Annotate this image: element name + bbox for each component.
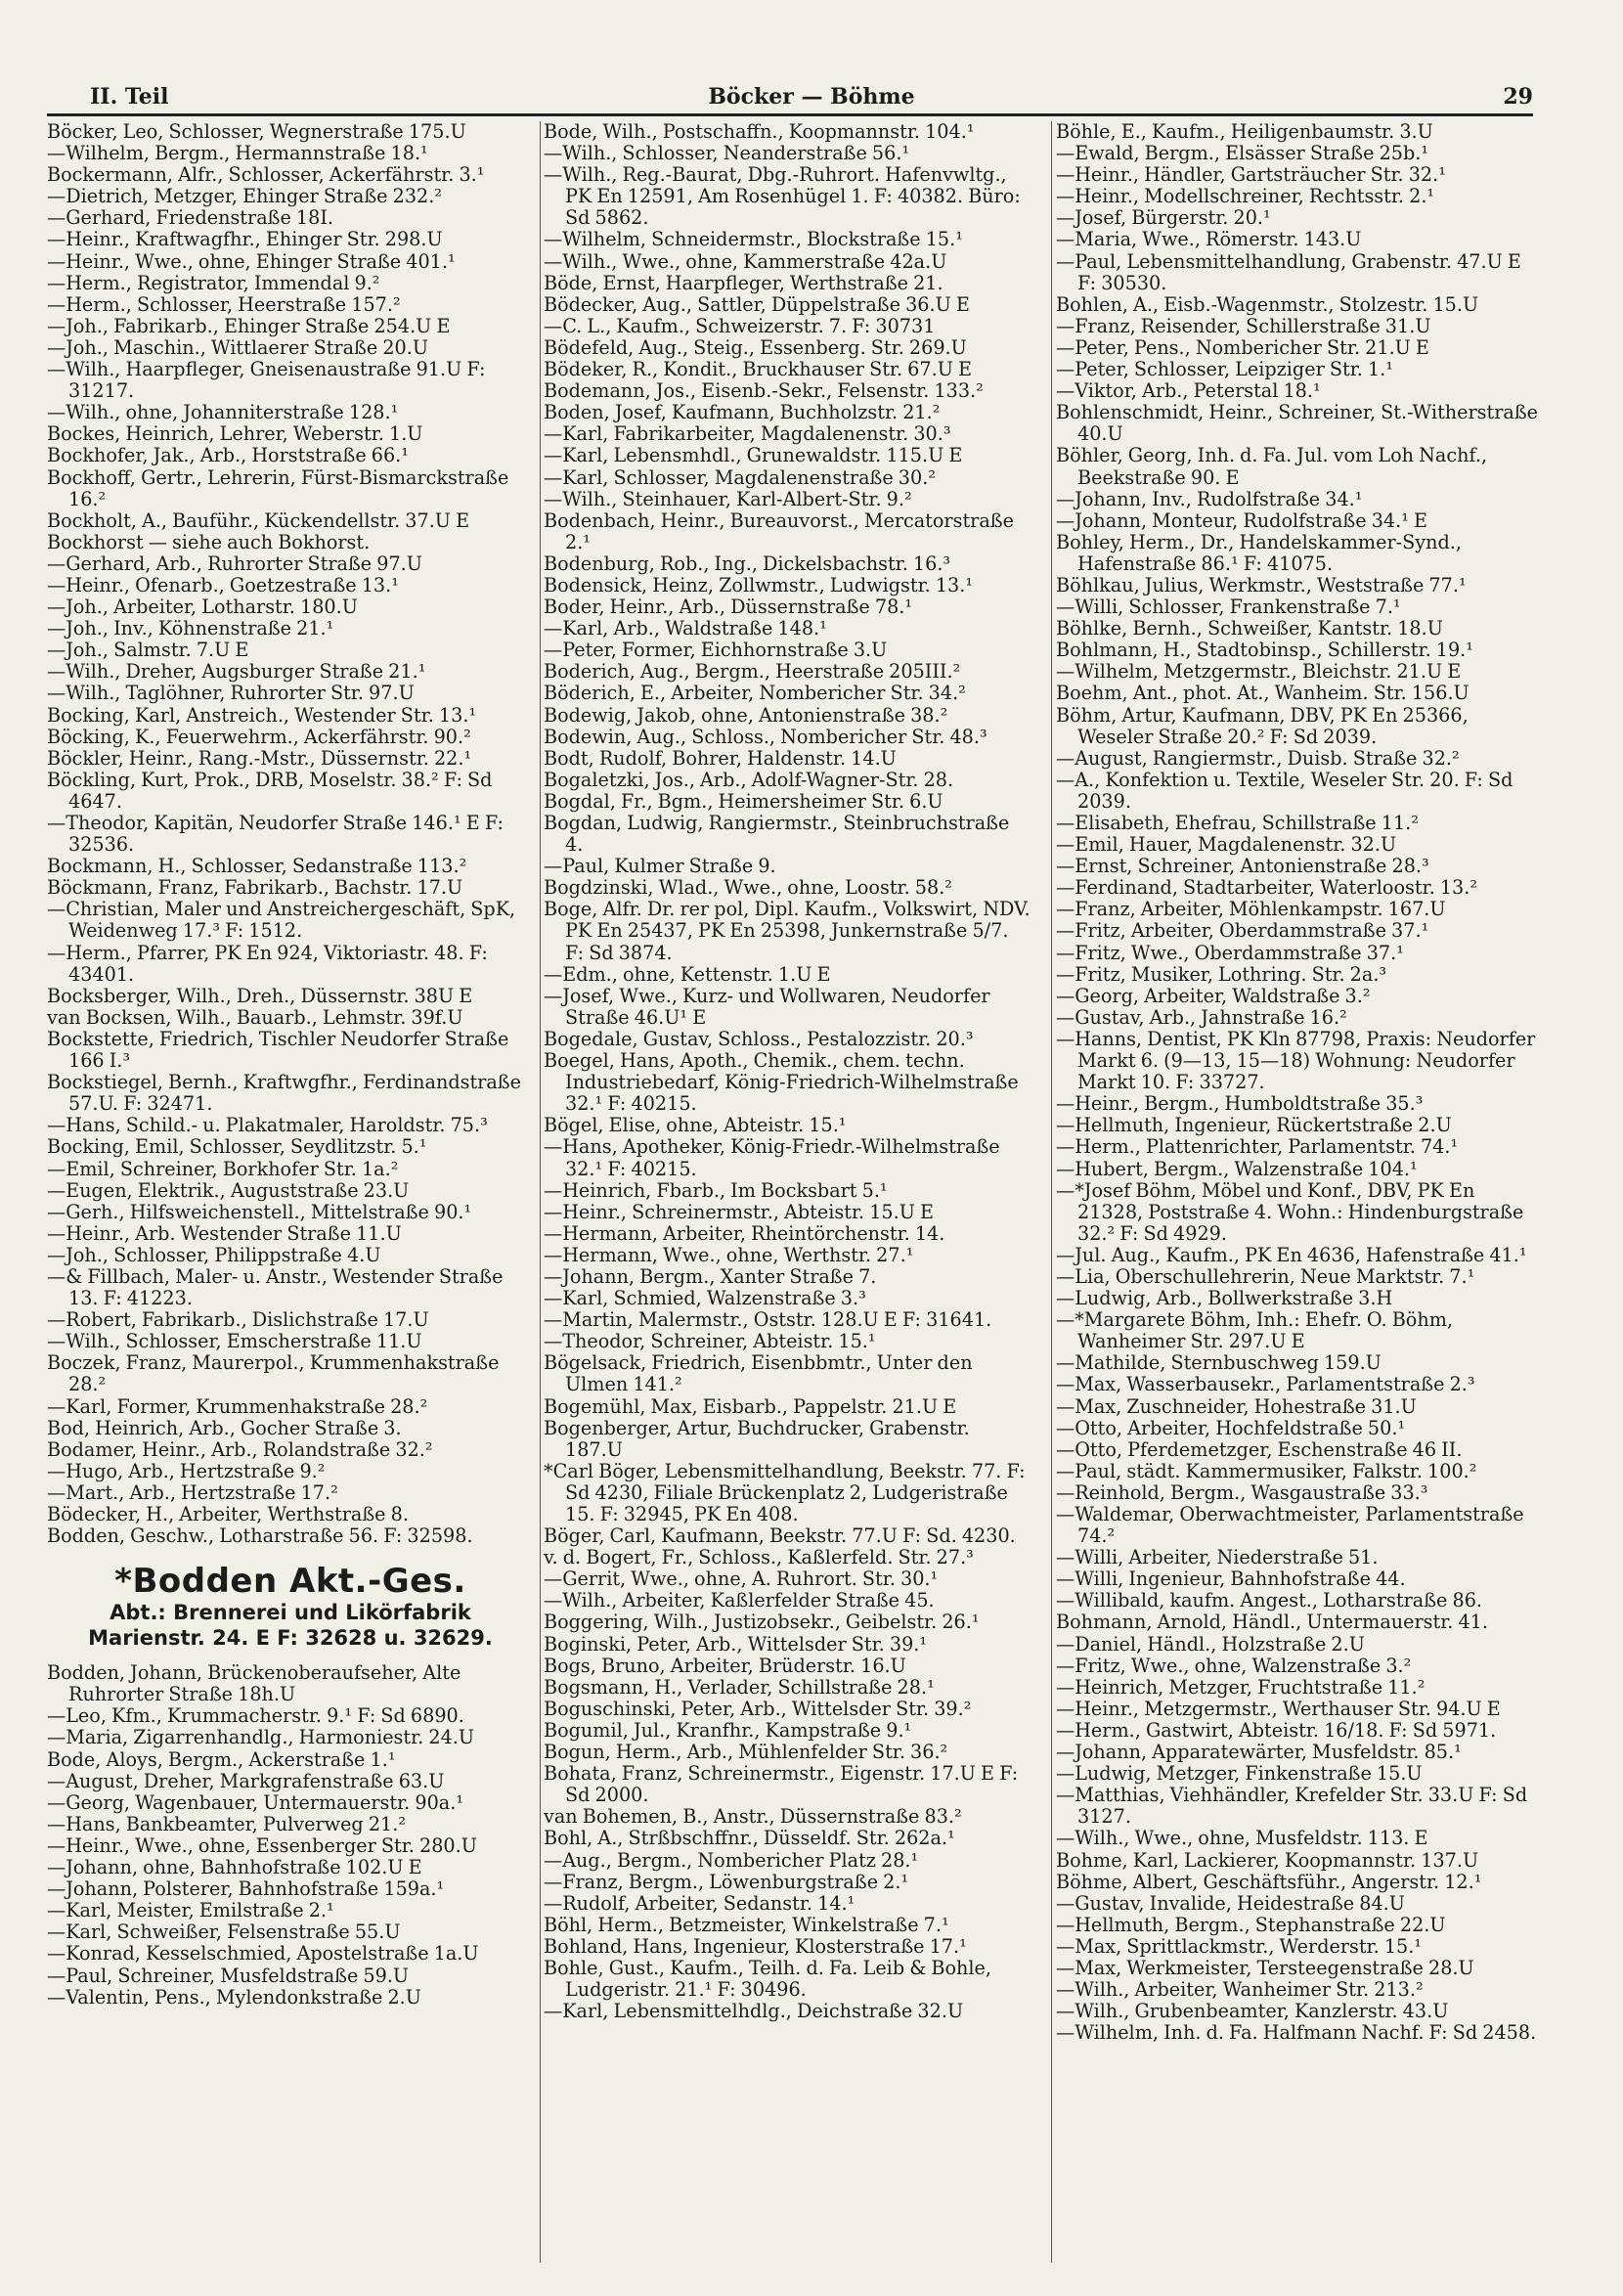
directory-entry: Bögelsack, Friedrich, Eisenbbmtr., Unter den Ulmen 141.²: [544, 1351, 973, 1396]
directory-entry: —Maria, Wwe., Römerstr. 143.U: [1056, 228, 1362, 251]
directory-entry: Boggering, Wilh., Justizobsekr., Geibelstr. 26.¹: [544, 1611, 980, 1634]
directory-entry: —Josef, Wwe., Kurz- und Wollwaren, Neudorfer Straße 46.U¹ E: [544, 984, 990, 1029]
directory-entry: Bockstiegel, Bernh., Kraftwgfhr., Ferdinandstraße 57.U. F: 32471.: [47, 1071, 521, 1116]
directory-entry: —Heinr., Arb. Westender Straße 11.U: [47, 1221, 402, 1245]
directory-entry: Bödefeld, Aug., Steig., Essenberg. Str. 269.U: [544, 335, 967, 359]
directory-entry: Bodewig, Jakob, ohne, Antonienstraße 38.²: [544, 703, 948, 727]
directory-entry: Bohmann, Arnold, Händl., Untermauerstr. 41.: [1056, 1611, 1488, 1634]
directory-entry: —Waldemar, Oberwachtmeister, Parlamentstraße 74.²: [1056, 1503, 1524, 1548]
directory-entry: —Wilh., Taglöhner, Ruhrorter Str. 97.U: [47, 682, 415, 705]
directory-entry: —Hermann, Arbeiter, Rheintörchenstr. 14.: [544, 1221, 945, 1245]
directory-entry: —Hermann, Wwe., ohne, Werthstr. 27.¹: [544, 1243, 914, 1266]
directory-entry: —Hans, Bankbeamter, Pulverweg 21.²: [47, 1812, 407, 1835]
directory-entry: —Peter, Pens., Nombericher Str. 21.U E: [1056, 335, 1429, 359]
directory-entry: —Ludwig, Metzger, Finkenstraße 15.U: [1056, 1762, 1423, 1786]
directory-entry: —Max, Werkmeister, Tersteegenstraße 28.U: [1056, 1956, 1474, 1979]
page-title: Böcker — Böhme: [708, 84, 915, 110]
directory-entry: —Theodor, Kapitän, Neudorfer Straße 146.¹ E F: 32536.: [47, 812, 504, 857]
directory-entry: —Maria, Zigarrenhandlg., Harmoniestr. 24.U: [47, 1726, 475, 1749]
directory-entry: —Heinr., Metzgermstr., Werthauser Str. 94.U E: [1056, 1697, 1501, 1720]
directory-entry: —Otto, Arbeiter, Hochfeldstraße 50.¹: [1056, 1416, 1406, 1439]
directory-entry: —Gustav, Invalide, Heidestraße 84.U: [1056, 1891, 1405, 1915]
directory-entry: Bohlen, A., Eisb.-Wagenmstr., Stolzestr. 15.U: [1056, 292, 1479, 316]
directory-entry: —Wilh., Arbeiter, Kaßlerfelder Straße 45.: [544, 1589, 935, 1612]
page-header: [90, 84, 1533, 117]
directory-entry: Boehm, Ant., phot. At., Wanheim. Str. 156.U: [1056, 682, 1469, 705]
directory-entry: —Willi, Schlosser, Frankenstraße 7.¹: [1056, 596, 1401, 619]
directory-entry: —Herm., Gastwirt, Abteistr. 16/18. F: Sd 5971.: [1056, 1718, 1497, 1742]
directory-entry: Bocking, Emil, Schlosser, Seydlitzstr. 5.¹: [47, 1135, 427, 1159]
directory-entry: —Heinr., Kraftwagfhr., Ehinger Str. 298.U: [47, 228, 443, 251]
directory-entry: —Wilh., Steinhauer, Karl-Albert-Str. 9.²: [544, 487, 912, 510]
directory-entry: —Wilh., Haarpfleger, Gneisenaustraße 91.U F: 31217.: [47, 358, 486, 403]
directory-entry: —Max, Zuschneider, Hohestraße 31.U: [1056, 1394, 1417, 1418]
directory-entry: —Wilh., Schlosser, Emscherstraße 11.U: [47, 1330, 422, 1353]
directory-entry: Bockes, Heinrich, Lehrer, Weberstr. 1.U: [47, 422, 423, 446]
entries-1a: [47, 121, 534, 1547]
directory-entry: Bockhorst — siehe auch Bokhorst.: [47, 530, 371, 553]
directory-entry: —Paul, städt. Kammermusiker, Falkstr. 100.²: [1056, 1459, 1477, 1482]
directory-entry: Bode, Aloys, Bergm., Ackerstraße 1.¹: [47, 1747, 396, 1771]
directory-entry: —Hellmuth, Ingenieur, Rückertstraße 2.U: [1056, 1114, 1452, 1137]
directory-entry: —Robert, Fabrikarb., Dislichstraße 17.U: [47, 1308, 429, 1332]
directory-entry: —Heinr., Händler, Gartsträucher Str. 32.¹: [1056, 163, 1446, 187]
directory-entry: Bohlenschmidt, Heinr., Schreiner, St.-Witherstraße 40.U: [1056, 401, 1539, 446]
directory-entry: Bödecker, Aug., Sattler, Düppelstraße 36.U E: [544, 292, 970, 316]
directory-entry: —Valentin, Pens., Mylendonkstraße 2.U: [47, 1985, 421, 2009]
directory-entry: —Edm., ohne, Kettenstr. 1.U E: [544, 962, 831, 986]
directory-entry: —Willi, Arbeiter, Niederstraße 51.: [1056, 1546, 1379, 1569]
directory-entry: —Otto, Pferdemetzger, Eschenstraße 46 II.: [1056, 1437, 1463, 1461]
directory-entry: —Franz, Reisender, Schillerstraße 31.U: [1056, 314, 1431, 337]
column-2: [544, 121, 1031, 2022]
directory-entry: —Mathilde, Sternbuschweg 159.U: [1056, 1351, 1382, 1375]
directory-entry: Böhlke, Bernh., Schweißer, Kantstr. 18.U: [1056, 617, 1443, 640]
directory-entry: Bogdzinski, Wlad., Wwe., ohne, Loostr. 58.²: [544, 876, 952, 900]
directory-entry: —Johann, Bergm., Xanter Straße 7.: [544, 1264, 877, 1288]
directory-entry: —Wilhelm, Metzgermstr., Bleichstr. 21.U E: [1056, 660, 1462, 684]
directory-entry: —Martin, Malermstr., Oststr. 128.U E F: 31641.: [544, 1308, 992, 1332]
directory-entry: —Karl, Arb., Waldstraße 148.¹: [544, 617, 827, 640]
directory-entry: v. d. Bogert, Fr., Schloss., Kaßlerfeld. Str. 27.³: [544, 1546, 974, 1569]
column-divider: [540, 121, 541, 2263]
directory-entry: —Rudolf, Arbeiter, Sedanstr. 14.¹: [544, 1891, 855, 1915]
directory-entry: —Karl, Schlosser, Magdalenenstraße 30.²: [544, 465, 937, 489]
directory-entry: Böhlkau, Julius, Werkmstr., Weststraße 77.¹: [1056, 573, 1467, 596]
directory-entry: —Christian, Maler und Anstreichergeschäft, SpK, Weidenweg 17.³ F: 1512.: [47, 898, 516, 943]
directory-entry: —Wilhelm, Bergm., Hermannstraße 18.¹: [47, 142, 428, 165]
directory-entry: Bode, Wilh., Postschaffn., Koopmannstr. 104.¹: [544, 120, 975, 143]
directory-entry: —Joh., Maschin., Wittlaerer Straße 20.U: [47, 335, 429, 359]
directory-entry: —Herm., Plattenrichter, Parlamentstr. 74.¹: [1056, 1135, 1459, 1159]
directory-entry: Bohme, Karl, Lackierer, Koopmannstr. 137.U: [1056, 1848, 1479, 1872]
directory-entry: Böcking, K., Feuerwehrm., Ackerfährstr. 90.²: [47, 725, 471, 748]
directory-entry: —Heinr., Ofenarb., Goetzestraße 13.¹: [47, 573, 399, 596]
directory-entry: —Franz, Bergm., Löwenburgstraße 2.¹: [544, 1870, 909, 1893]
directory-entry: Bodden, Geschw., Lotharstraße 56. F: 32598.: [47, 1524, 473, 1548]
directory-entry: —Reinhold, Bergm., Wasgaustraße 33.³: [1056, 1480, 1428, 1504]
directory-entry: —Wilh., Arbeiter, Wanheimer Str. 213.²: [1056, 1978, 1424, 2002]
directory-entry: Bohland, Hans, Ingenieur, Klosterstraße 17.¹: [544, 1934, 967, 1958]
directory-entry: —Eugen, Elektrik., Auguststraße 23.U: [47, 1178, 410, 1202]
directory-entry: Bodewin, Aug., Schloss., Nombericher Str. 48.³: [544, 725, 987, 748]
directory-entry: —Jul. Aug., Kaufm., PK En 4636, Hafenstraße 41.¹: [1056, 1243, 1527, 1266]
directory-entry: Bödeker, R., Kondit., Bruckhauser Str. 67.U E: [544, 358, 972, 381]
directory-entry: —Emil, Schreiner, Borkhofer Str. 1a.²: [47, 1157, 399, 1180]
directory-entry: Bocksberger, Wilh., Dreh., Düssernstr. 38U E: [47, 984, 473, 1007]
directory-entry: —Peter, Former, Eichhornstraße 3.U: [544, 639, 888, 662]
directory-entry: Bockermann, Alfr., Schlosser, Ackerfährstr. 3.¹: [47, 163, 485, 187]
directory-entry: —C. L., Kaufm., Schweizerstr. 7. F: 30731: [544, 314, 936, 337]
directory-entry: Bogumil, Jul., Kranfhr., Kampstraße 9.¹: [544, 1718, 912, 1742]
directory-entry: Bockhoff, Gertr., Lehrerin, Fürst-Bismarckstraße 16.²: [47, 465, 509, 510]
directory-entry: Bohle, Gust., Kaufm., Teilh. d. Fa. Leib & Bohle, Ludgeristr. 21.¹ F: 30496.: [544, 1956, 991, 2002]
directory-entry: Bogs, Bruno, Arbeiter, Brüderstr. 16.U: [544, 1654, 906, 1677]
directory-entry: —Georg, Wagenbauer, Untermauerstr. 90a.¹: [47, 1790, 464, 1814]
directory-entry: —Heinrich, Fbarb., Im Bocksbart 5.¹: [544, 1178, 888, 1202]
page-number: 29: [1503, 84, 1533, 110]
directory-entry: Bohley, Herm., Dr., Handelskammer-Synd., Hafenstraße 86.¹ F: 41075.: [1056, 530, 1462, 575]
directory-entry: —Karl, Meister, Emilstraße 2.¹: [47, 1899, 334, 1922]
directory-entry: —Wilhelm, Schneidermstr., Blockstraße 15.¹: [544, 228, 963, 251]
directory-entry: —Gerhard, Arb., Ruhrorter Straße 97.U: [47, 552, 422, 575]
directory-entry: —Johann, Inv., Rudolfstraße 34.¹: [1056, 487, 1363, 510]
directory-entry: —Karl, Schweißer, Felsenstraße 55.U: [47, 1921, 401, 1944]
directory-entry: —Gustav, Arb., Jahnstraße 16.²: [1056, 1005, 1347, 1029]
directory-entry: Boderich, Aug., Bergm., Heerstraße 205III.²: [544, 660, 961, 684]
directory-entry: —Johann, Apparatewärter, Musfeldstr. 85.¹: [1056, 1741, 1462, 1764]
directory-entry: Bodensick, Heinz, Zollwmstr., Ludwigstr. 13.¹: [544, 573, 974, 596]
directory-entry: —Willibald, kaufm. Angest., Lotharstraße 86.: [1056, 1589, 1483, 1612]
directory-entry: Boczek, Franz, Maurerpol., Krummenhakstraße 28.²: [47, 1351, 500, 1396]
directory-entry: —Peter, Schlosser, Leipziger Str. 1.¹: [1056, 358, 1393, 381]
directory-entry: —Lia, Oberschullehrerin, Neue Marktstr. 7.¹: [1056, 1264, 1475, 1288]
directory-entry: Böcker, Leo, Schlosser, Wegnerstraße 175.U: [47, 120, 466, 143]
entries-2: [544, 121, 1031, 2022]
directory-entry: Bohata, Franz, Schreinermstr., Eigenstr. 17.U E F: Sd 2000.: [544, 1762, 1019, 1807]
directory-entry: —Heinr., Wwe., ohne, Ehinger Straße 401.¹: [47, 249, 456, 273]
directory-entry: —Max, Wasserbausekr., Parlamentstraße 2.³: [1056, 1373, 1475, 1396]
directory-entry: —Fritz, Arbeiter, Oberdammstraße 37.¹: [1056, 919, 1429, 943]
directory-entry: Boguschinski, Peter, Arb., Wittelsder Str. 39.²: [544, 1697, 972, 1720]
directory-entry: Bockstette, Friedrich, Tischler Neudorfer Straße 166 I.³: [47, 1027, 509, 1073]
directory-entry: —Hans, Schild.- u. Plakatmaler, Haroldstr. 75.³: [47, 1114, 488, 1137]
directory-entry: —Heinr., Schreinermstr., Abteistr. 15.U E: [544, 1200, 934, 1223]
directory-entry: —Ludwig, Arb., Bollwerkstraße 3.H: [1056, 1287, 1393, 1310]
directory-entry: —Daniel, Händl., Holzstraße 2.U: [1056, 1632, 1365, 1656]
directory-entry: Bogdal, Fr., Bgm., Heimersheimer Str. 6.U: [544, 789, 943, 813]
directory-entry: —*Josef Böhm, Möbel und Konf., DBV, PK En 21328, Poststraße 4. Wohn.: Hindenburgstraße 32.² F: Sd 4929.: [1056, 1178, 1524, 1245]
directory-entry: —Karl, Fabrikarbeiter, Magdalenenstr. 30.³: [544, 422, 951, 446]
directory-entry: —Konrad, Kesselschmied, Apostelstraße 1a.U: [47, 1942, 479, 1965]
directory-entry: —*Margarete Böhm, Inh.: Ehefr. O. Böhm, Wanheimer Str. 297.U E: [1056, 1308, 1454, 1353]
directory-entry: —Franz, Arbeiter, Möhlenkampstr. 167.U: [1056, 898, 1446, 921]
directory-entry: —August, Dreher, Markgrafenstraße 63.U: [47, 1769, 445, 1792]
directory-entry: —Aug., Bergm., Nombericher Platz 28.¹: [544, 1848, 919, 1872]
directory-entry: —Viktor, Arb., Peterstal 18.¹: [1056, 379, 1321, 403]
directory-entry: Bogdan, Ludwig, Rangiermstr., Steinbruchstraße 4.: [544, 812, 1010, 857]
directory-entry: —Karl, Former, Krummenhakstraße 28.²: [47, 1394, 428, 1418]
directory-entry: —Willi, Ingenieur, Bahnhofstraße 44.: [1056, 1567, 1406, 1591]
directory-entry: Böderich, E., Arbeiter, Nombericher Str. 34.²: [544, 682, 966, 705]
directory-entry: —Heinrich, Metzger, Fruchtstraße 11.²: [1056, 1675, 1426, 1699]
directory-entry: Bogun, Herm., Arb., Mühlenfelder Str. 36.²: [544, 1741, 948, 1764]
directory-entry: Böhme, Albert, Geschäftsführ., Angerstr. 12.¹: [1056, 1870, 1482, 1893]
directory-entry: —Wilh., ohne, Johanniterstraße 128.¹: [47, 401, 399, 424]
directory-entry: Bogsmann, H., Verlader, Schillstraße 28.¹: [544, 1675, 935, 1699]
directory-entry: —Leo, Kfm., Krummacherstr. 9.¹ F: Sd 6890.: [47, 1704, 464, 1728]
directory-entry: Bögel, Elise, ohne, Abteistr. 15.¹: [544, 1114, 847, 1137]
directory-entry: —Joh., Inv., Köhnenstraße 21.¹: [47, 617, 334, 640]
directory-entry: Böde, Ernst, Haarpfleger, Werthstraße 21.: [544, 271, 943, 294]
part-label: II. Teil: [90, 84, 169, 110]
ad-title: *Bodden Akt.-Ges.: [114, 1562, 466, 1602]
directory-entry: —Georg, Arbeiter, Waldstraße 3.²: [1056, 984, 1371, 1007]
directory-entry: Boegel, Hans, Apoth., Chemik., chem. techn. Industriebedarf, König-Friedrich-Wilhelmstraße 32.¹ F: 40215.: [544, 1049, 1019, 1116]
directory-entry: —Fritz, Wwe., Oberdammstraße 37.¹: [1056, 941, 1404, 964]
directory-entry: —Hubert, Bergm., Walzenstraße 104.¹: [1056, 1157, 1418, 1180]
directory-entry: Bodden, Johann, Brückenoberaufseher, Alte Ruhrorter Straße 18h.U: [47, 1661, 461, 1706]
directory-entry: —Herm., Schlosser, Heerstraße 157.²: [47, 292, 401, 316]
directory-entry: Bohlmann, H., Stadtobinsp., Schillerstr. 19.¹: [1056, 639, 1473, 662]
directory-entry: —Hans, Apotheker, König-Friedr.-Wilhelmstraße 32.¹ F: 40215.: [544, 1135, 1000, 1180]
directory-entry: —Elisabeth, Ehefrau, Schillstraße 11.²: [1056, 812, 1419, 834]
entries-3: [1056, 121, 1543, 2044]
directory-entry: van Bohemen, B., Anstr., Düssernstraße 83.²: [544, 1805, 962, 1829]
directory-entry: Böhler, Georg, Inh. d. Fa. Jul. vom Loh Nachf., Beekstraße 90. E: [1056, 444, 1488, 489]
directory-entry: Boginski, Peter, Arb., Wittelsder Str. 39.¹: [544, 1632, 928, 1656]
directory-entry: —Fritz, Musiker, Lothring. Str. 2a.³: [1056, 962, 1387, 986]
directory-entry: Böhl, Herm., Betzmeister, Winkelstraße 7.¹: [544, 1913, 949, 1936]
directory-entry: —Wilh., Grubenbeamter, Kanzlerstr. 43.U: [1056, 2000, 1449, 2023]
directory-entry: Bogenberger, Artur, Buchdrucker, Grabenstr. 187.U: [544, 1416, 970, 1461]
directory-entry: Boden, Josef, Kaufmann, Buchholzstr. 21.²: [544, 401, 941, 424]
directory-entry: —Ferdinand, Stadtarbeiter, Waterloostr. 13.²: [1056, 876, 1478, 900]
directory-entry: Bodamer, Heinr., Arb., Rolandstraße 32.²: [47, 1437, 433, 1461]
directory-entry: —Theodor, Schreiner, Abteistr. 15.¹: [544, 1330, 876, 1353]
directory-entry: —Ernst, Schreiner, Antonienstraße 28.³: [1056, 855, 1429, 878]
directory-entry: —Emil, Hauer, Magdalenenstr. 32.U: [1056, 833, 1397, 857]
directory-entry: —Matthias, Viehhändler, Krefelder Str. 33.U F: Sd 3127.: [1056, 1784, 1528, 1829]
directory-entry: —Hanns, Dentist, PK Kln 87798, Praxis: Neudorfer Markt 6. (9—13, 15—18) Wohnung: Neudorfer Markt 10. F: 33727.: [1056, 1027, 1536, 1094]
directory-entry: —Mart., Arb., Hertzstraße 17.²: [47, 1480, 338, 1504]
directory-entry: —Wilhelm, Inh. d. Fa. Halfmann Nachf. F: Sd 2458.: [1056, 2021, 1537, 2045]
directory-entry: —Karl, Schmied, Walzenstraße 3.³: [544, 1287, 866, 1310]
directory-entry: —Herm., Pfarrer, PK En 924, Viktoriastr. 48. F: 43401.: [47, 941, 488, 986]
directory-entry: —Gerh., Hilfsweichenstell., Mittelstraße 90.¹: [47, 1200, 472, 1223]
directory-entry: Bocking, Karl, Anstreich., Westender Str. 13.¹: [47, 703, 477, 727]
directory-entry: Boder, Heinr., Arb., Düssernstraße 78.¹: [544, 596, 913, 619]
directory-entry: —Wilh., Dreher, Augsburger Straße 21.¹: [47, 660, 426, 684]
directory-entry: Boge, Alfr. Dr. rer pol, Dipl. Kaufm., Volkswirt, NDV. PK En 25437, PK En 25398, Junkernstraße 5/7. F: Sd 3874.: [544, 898, 1031, 964]
directory-entry: Bödecker, H., Arbeiter, Werthstraße 8.: [47, 1503, 409, 1525]
directory-entry: —Paul, Kulmer Straße 9.: [544, 855, 776, 878]
directory-entry: *Carl Böger, Lebensmittelhandlung, Beekstr. 77. F: Sd 4230, Filiale Brückenplatz 2, Ludgeristraße 15. F: 32945, PK En 408.: [544, 1459, 1026, 1525]
directory-entry: Böhle, E., Kaufm., Heiligenbaumstr. 3.U: [1056, 120, 1433, 143]
directory-entry: —Dietrich, Metzger, Ehinger Straße 232.²: [47, 185, 443, 208]
directory-entry: —& Fillbach, Maler- u. Anstr., Westender Straße 13. F: 41223.: [47, 1264, 504, 1310]
directory-entry: —Paul, Lebensmittelhandlung, Grabenstr. 47.U E F: 30530.: [1056, 249, 1521, 294]
header-rule: [47, 113, 1533, 116]
directory-entry: —Max, Sprittlackmstr., Werderstr. 15.¹: [1056, 1934, 1423, 1958]
directory-entry: Bockholt, A., Bauführ., Kückendellstr. 37.U E: [47, 508, 470, 532]
column-3: [1056, 121, 1543, 2044]
directory-entry: —Wilh., Schlosser, Neanderstraße 56.¹: [544, 142, 910, 165]
directory-entry: Bockhofer, Jak., Arb., Horststraße 66.¹: [47, 444, 409, 467]
directory-entry: Bogedale, Gustav, Schloss., Pestalozzistr. 20.³: [544, 1027, 974, 1050]
directory-entry: —Joh., Salmstr. 7.U E: [47, 639, 249, 662]
directory-entry: —Gerhard, Friedenstraße 18I.: [47, 206, 333, 230]
directory-entry: —Paul, Schreiner, Musfeldstraße 59.U: [47, 1964, 410, 1987]
directory-entry: —Joh., Arbeiter, Lotharstr. 180.U: [47, 596, 358, 619]
directory-entry: Bodt, Rudolf, Bohrer, Haldenstr. 14.U: [544, 746, 897, 770]
directory-entry: —Wilh., Reg.-Baurat, Dbg.-Ruhrort. Hafenvwltg., PK En 12591, Am Rosenhügel 1. F: 40382. Büro: Sd 5862.: [544, 163, 1021, 230]
entries-1b: [47, 1662, 534, 2009]
directory-entry: Bogemühl, Max, Eisbarb., Pappelstr. 21.U E: [544, 1394, 957, 1418]
directory-entry: —Joh., Schlosser, Philippstraße 4.U: [47, 1243, 381, 1266]
directory-entry: Bockmann, H., Schlosser, Sedanstraße 113.²: [47, 855, 467, 878]
directory-entry: Bodenburg, Rob., Ing., Dickelsbachstr. 16.³: [544, 552, 951, 575]
directory-entry: van Bocksen, Wilh., Bauarb., Lehmstr. 39f.U: [47, 1005, 463, 1029]
directory-entry: —Johann, Monteur, Rudolfstraße 34.¹ E: [1056, 508, 1428, 532]
ad-line-2: Marienstr. 24. E F: 32628 u. 32629.: [88, 1626, 493, 1651]
directory-entry: —Wilh., Wwe., ohne, Musfeldstr. 113. E: [1056, 1827, 1428, 1850]
directory-entry: —Josef, Bürgerstr. 20.¹: [1056, 206, 1271, 230]
directory-entry: —Karl, Lebensmittelhdlg., Deichstraße 32.U: [544, 2000, 964, 2023]
directory-entry: Bohl, A., Strßbschffnr., Düsseldf. Str. 262a.¹: [544, 1827, 955, 1850]
directory-entry: Bodemann, Jos., Eisenb.-Sekr., Felsenstr. 133.²: [544, 379, 984, 403]
ad-line-1: Abt.: Brennerei und Likörfabrik: [110, 1601, 471, 1625]
directory-entry: —Gerrit, Wwe., ohne, A. Ruhrort. Str. 30.¹: [544, 1567, 939, 1591]
bodden-advertisement: [47, 1563, 534, 1651]
directory-entry: —Herm., Registrator, Immendal 9.²: [47, 271, 380, 294]
directory-entry: —Johann, ohne, Bahnhofstraße 102.U E: [47, 1856, 422, 1879]
directory-entry: —Karl, Lebensmhdl., Grunewaldstr. 115.U E: [544, 444, 963, 467]
directory-entry: —Ewald, Bergm., Elsässer Straße 25b.¹: [1056, 142, 1429, 165]
directory-entry: —Hugo, Arb., Hertzstraße 9.²: [47, 1459, 326, 1482]
directory-entry: —Joh., Fabrikarb., Ehinger Straße 254.U E: [47, 314, 451, 337]
directory-entry: —Wilh., Wwe., ohne, Kammerstraße 42a.U: [544, 249, 947, 273]
directory-entry: —Heinr., Bergm., Humboldtstraße 35.³: [1056, 1092, 1424, 1116]
directory-entry: —Hellmuth, Bergm., Stephanstraße 22.U: [1056, 1913, 1446, 1936]
directory-entry: Böger, Carl, Kaufmann, Beekstr. 77.U F: Sd. 4230.: [544, 1524, 1016, 1548]
directory-entry: Bogaletzki, Jos., Arb., Adolf-Wagner-Str. 28.: [544, 768, 954, 791]
column-divider: [1051, 121, 1052, 2263]
directory-entry: Böckmann, Franz, Fabrikarb., Bachstr. 17.U: [47, 876, 463, 900]
directory-entry: —August, Rangiermstr., Duisb. Straße 32.²: [1056, 746, 1460, 770]
column-1: [47, 121, 534, 2009]
directory-entry: Böhm, Artur, Kaufmann, DBV, PK En 25366, Weseler Straße 20.² F: Sd 2039.: [1056, 703, 1469, 748]
directory-entry: —Johann, Polsterer, Bahnhofstraße 159a.¹: [47, 1877, 445, 1901]
directory-entry: —Fritz, Wwe., ohne, Walzenstraße 3.²: [1056, 1654, 1412, 1677]
directory-entry: Bodenbach, Heinr., Bureauvorst., Mercatorstraße 2.¹: [544, 508, 1014, 553]
directory-entry: —Heinr., Modellschreiner, Rechtsstr. 2.¹: [1056, 185, 1435, 208]
directory-entry: Bod, Heinrich, Arb., Gocher Straße 3.: [47, 1416, 402, 1439]
directory-entry: Böckler, Heinr., Rang.-Mstr., Düssernstr. 22.¹: [47, 746, 472, 770]
directory-entry: —Heinr., Wwe., ohne, Essenberger Str. 280.U: [47, 1833, 477, 1857]
directory-entry: —A., Konfektion u. Textile, Weseler Str. 20. F: Sd 2039.: [1056, 768, 1513, 813]
directory-entry: Böckling, Kurt, Prok., DRB, Moselstr. 38.² F: Sd 4647.: [47, 768, 493, 813]
